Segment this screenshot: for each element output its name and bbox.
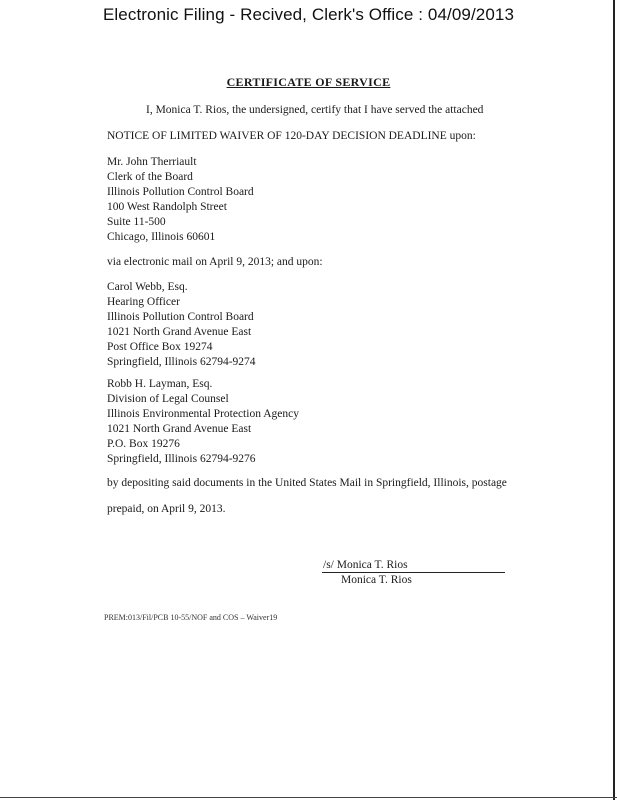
address-line: Clerk of the Board — [107, 171, 193, 183]
recipient-address-1 — [107, 155, 254, 245]
scan-edge-right — [613, 0, 615, 800]
signature-electronic: /s/ Monica T. Rios — [323, 559, 408, 571]
address-line: Suite 11-500 — [107, 216, 166, 228]
deposit-line: by depositing said documents in the United States Mail in Springfield, Illinois, postage — [107, 477, 507, 489]
signature-printed-name: Monica T. Rios — [341, 574, 412, 586]
address-line: Illinois Environmental Protection Agency — [107, 408, 299, 420]
recipient-address-3 — [107, 377, 299, 467]
address-line: Post Office Box 19274 — [107, 341, 213, 353]
address-line: 1021 North Grand Avenue East — [107, 326, 252, 338]
address-line: 1021 North Grand Avenue East — [107, 423, 252, 435]
document-title: CERTIFICATE OF SERVICE — [226, 75, 391, 89]
recipient-address-2 — [107, 280, 256, 370]
address-line: Springfield, Illinois 62794-9274 — [107, 356, 256, 368]
footer-reference: PREM:013/Fil/PCB 10-55/NOF and COS – Waiver19 — [104, 613, 278, 622]
scan-edge-bottom — [0, 797, 617, 798]
address-line: Division of Legal Counsel — [107, 393, 229, 405]
intro-line: I, Monica T. Rios, the undersigned, certify that I have served the attached — [146, 104, 484, 116]
address-line: Illinois Pollution Control Board — [107, 186, 254, 198]
via-line: via electronic mail on April 9, 2013; and upon: — [107, 256, 323, 268]
address-line: Chicago, Illinois 60601 — [107, 231, 216, 243]
address-line: Robb H. Layman, Esq. — [107, 378, 213, 390]
address-line: Mr. John Therriault — [107, 156, 197, 168]
filing-stamp: Electronic Filing - Recived, Clerk's Office : 04/09/2013 — [102, 5, 515, 24]
notice-line: NOTICE OF LIMITED WAIVER OF 120-DAY DECISION DEADLINE upon: — [107, 130, 476, 142]
address-line: Carol Webb, Esq. — [107, 281, 188, 293]
address-line: Hearing Officer — [107, 296, 180, 308]
address-line: P.O. Box 19276 — [107, 438, 180, 450]
address-line: Springfield, Illinois 62794-9276 — [107, 453, 256, 465]
prepaid-line: prepaid, on April 9, 2013. — [107, 503, 226, 515]
address-line: 100 West Randolph Street — [107, 201, 227, 213]
address-line: Illinois Pollution Control Board — [107, 311, 254, 323]
